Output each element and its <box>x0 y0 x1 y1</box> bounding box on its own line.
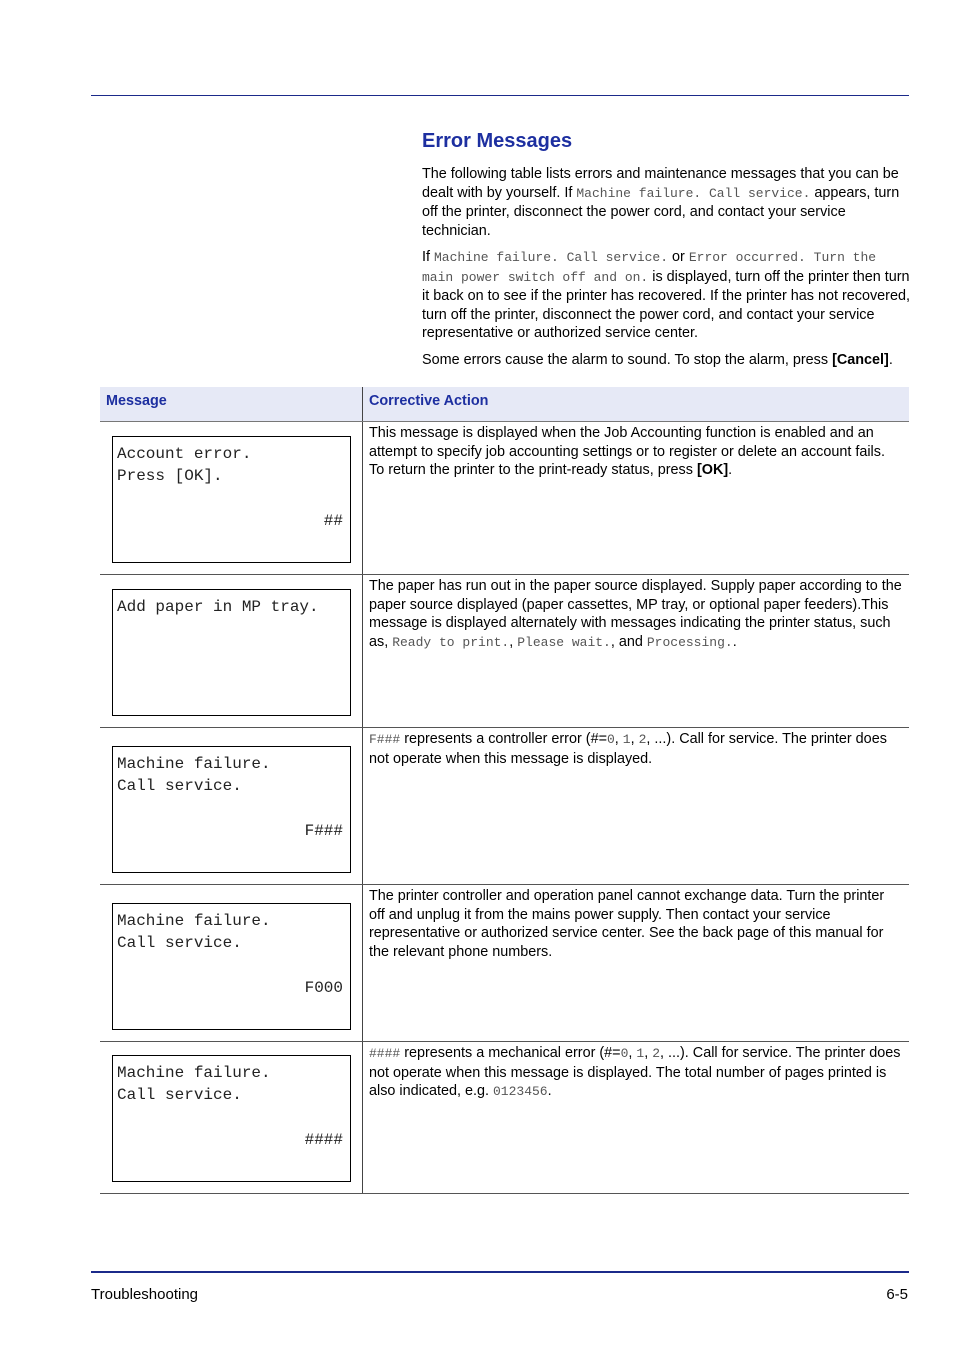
lcd-display <box>112 903 351 1030</box>
text: The following table lists errors and maintenance messages that you can be dealt with by yourself. If <box>422 166 899 201</box>
text: . <box>732 633 737 650</box>
inline-code: 0 <box>606 732 615 747</box>
text: appears, turn off the printer, disconnect the power cord, and contact your service technician. <box>422 184 900 239</box>
text: , <box>614 731 623 747</box>
text: , <box>509 633 518 650</box>
action-cell <box>363 728 909 884</box>
inline-code: Machine failure. Call service. <box>434 250 669 265</box>
text: . <box>728 462 733 478</box>
text: This message is displayed when the Job Accounting function is enabled and an attempt to specify job accounting settings or to register or delete an account fails. To return the printer to the print-ready status, press <box>369 425 885 478</box>
error-messages-table <box>100 387 909 1194</box>
lcd-display <box>112 589 351 716</box>
inline-code: 2 <box>638 732 647 747</box>
text: Some errors cause the alarm to sound. To stop the alarm, press <box>422 351 833 368</box>
action-cell <box>363 422 909 574</box>
action-cell <box>363 575 909 727</box>
lcd-line: Account error. <box>117 445 252 463</box>
lcd-line: F### <box>304 822 343 840</box>
key-label: [OK] <box>696 462 729 478</box>
intro-paragraph-3 <box>422 351 910 370</box>
inline-code: 0 <box>620 1046 629 1061</box>
text: represents a mechanical error (#= <box>400 1045 621 1061</box>
message-cell <box>100 575 363 727</box>
text: , <box>628 1045 637 1061</box>
message-cell <box>100 728 363 884</box>
table-header <box>100 387 909 422</box>
table-row <box>100 1042 909 1194</box>
action-cell <box>363 885 909 1041</box>
text: , <box>630 731 639 747</box>
text: , <box>644 1045 653 1061</box>
table-row <box>100 885 909 1042</box>
table-row <box>100 728 909 885</box>
lcd-line: Call service. <box>117 1086 242 1104</box>
inline-code: #### <box>369 1046 401 1061</box>
text: The printer controller and operation panel cannot exchange data. Turn the printer off and unplug it from the mains power supply. Then contact your service representative or authorized service center. See the back page of this manual for the relevant phone numbers. <box>369 888 885 960</box>
message-cell <box>100 885 363 1041</box>
inline-code: 2 <box>652 1046 661 1061</box>
lcd-display <box>112 1055 351 1182</box>
inline-code: 1 <box>622 732 631 747</box>
inline-code: 1 <box>636 1046 645 1061</box>
lcd-line: Press [OK]. <box>117 467 223 485</box>
text: represents a controller error (#= <box>400 731 607 747</box>
lcd-line: Machine failure. <box>117 912 271 930</box>
inline-code: Machine failure. Call service. <box>576 185 811 201</box>
inline-code: Please wait. <box>517 634 611 650</box>
message-cell <box>100 1042 363 1193</box>
lcd-line: Machine failure. <box>117 755 271 773</box>
lcd-display <box>112 436 351 563</box>
footer-section-name: Troubleshooting <box>91 1286 199 1303</box>
key-label: [Cancel] <box>832 351 889 368</box>
lcd-line: ## <box>323 512 343 530</box>
inline-code: Error occurred. Turn the main power switch off and on. <box>422 250 877 285</box>
inline-code: Ready to print. <box>392 634 510 650</box>
lcd-display <box>112 746 351 873</box>
header-rule <box>91 95 909 96</box>
table-row <box>100 422 909 575</box>
action-cell <box>363 1042 909 1193</box>
lcd-line: F000 <box>304 979 343 997</box>
inline-code: F### <box>369 732 401 747</box>
intro-paragraph-2 <box>422 248 910 343</box>
text: is displayed, turn off the printer then turn it back on to see if the printer has recovered. If the printer has not recovered, turn off the printer, disconnect the power cord, and contact your service representative or authorized service center. <box>422 268 910 341</box>
text: , ...). Call for service. The printer does not operate when this message is displayed. <box>369 731 887 767</box>
text: , and <box>610 633 647 650</box>
lcd-line: Call service. <box>117 777 242 795</box>
footer-rule <box>91 1271 909 1273</box>
message-cell <box>100 422 363 574</box>
table-row <box>100 575 909 728</box>
lcd-line: Add paper in MP tray. <box>117 598 319 616</box>
text: The paper has run out in the paper source displayed. Supply paper according to the paper source displayed (paper cassettes, MP tray, or optional paper feeders).This message is displayed alternately with messages indicating the printer status, such as, <box>369 578 902 650</box>
text: , ...). Call for service. The printer does not operate when this message is displayed. The total number of pages printed is also indicated, e.g. <box>369 1045 901 1099</box>
text: or <box>668 249 689 265</box>
column-header-message: Message <box>100 387 363 421</box>
inline-code: 0123456 <box>493 1084 548 1099</box>
intro-paragraph-1 <box>422 165 910 240</box>
lcd-line: Call service. <box>117 934 242 952</box>
text: . <box>547 1083 552 1099</box>
lcd-line: #### <box>304 1131 343 1149</box>
footer-page-number: 6-5 <box>886 1286 908 1303</box>
inline-code: Processing. <box>646 634 733 650</box>
intro-section <box>422 130 910 377</box>
text: . <box>888 351 893 368</box>
column-header-action: Corrective Action <box>369 393 489 409</box>
page-title: Error Messages <box>422 130 573 152</box>
lcd-line: Machine failure. <box>117 1064 271 1082</box>
text: If <box>422 249 434 265</box>
